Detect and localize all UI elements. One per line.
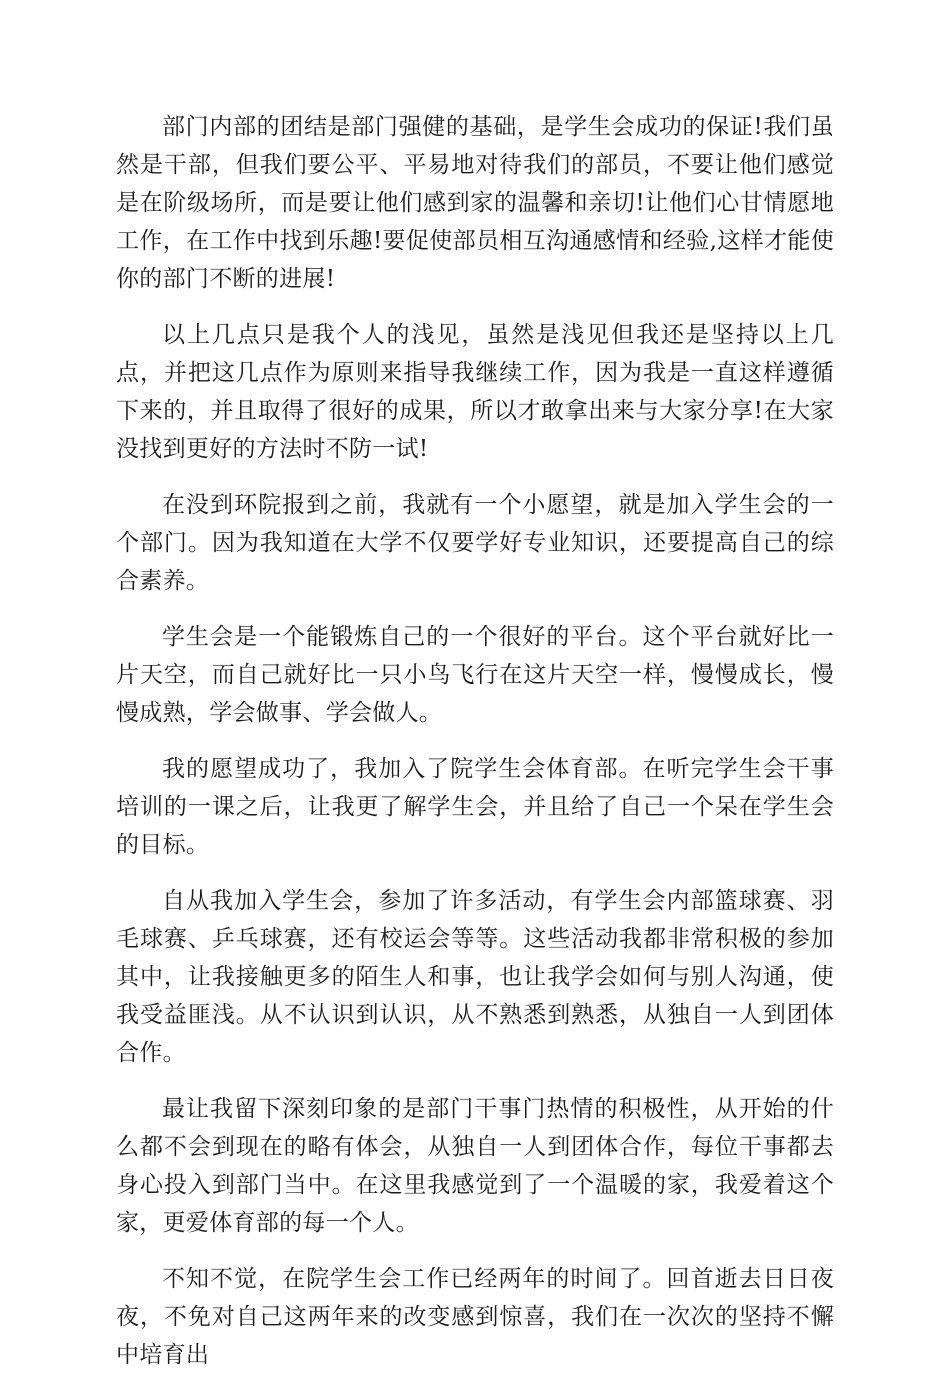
paragraph-team-unity: 部门内部的团结是部门强健的基础，是学生会成功的保证!我们虽然是干部，但我们要公平、平易地对待我们的部员，不要让他们感觉是在阶级场所，而是要让他们感到家的温馨和亲切!让他们心甘情愿地工作，在工作中找到乐趣!要促使部员相互沟通感情和经验,这样才能使你的部门不断的进展! [116,114,834,292]
paragraph-small-wish: 在没到环院报到之前，我就有一个小愿望，就是加入学生会的一个部门。因为我知道在大学不仅要学好专业知识，还要提高自己的综合素养。 [116,492,834,594]
paragraph-joined-sports-dept: 我的愿望成功了，我加入了院学生会体育部。在听完学生会干事培训的一课之后，让我更了解学生会，并且给了自己一个呆在学生会的目标。 [116,756,834,858]
paragraph-platform: 学生会是一个能锻炼自己的一个很好的平台。这个平台就好比一片天空，而自己就好比一只小鸟飞行在这片天空一样，慢慢成长，慢慢成熟，学会做事、学会做人。 [116,624,834,726]
paragraph-activities: 自从我加入学生会，参加了许多活动，有学生会内部篮球赛、羽毛球赛、乒乓球赛，还有校运会等等。这些活动我都非常积极的参加其中，让我接触更多的陌生人和事，也让我学会如何与别人沟通，使我受益匪浅。从不认识到认识，从不熟悉到熟悉，从独自一人到团体合作。 [116,888,834,1066]
paragraph-personal-views: 以上几点只是我个人的浅见，虽然是浅见但我还是坚持以上几点，并把这几点作为原则来指导我继续工作，因为我是一直这样遵循下来的，并且取得了很好的成果，所以才敢拿出来与大家分享!在大家没找到更好的方法时不防一试! [116,322,834,462]
paragraph-deep-impression: 最让我留下深刻印象的是部门干事门热情的积极性，从开始的什么都不会到现在的略有体会，从独自一人到团体合作，每位干事都去身心投入到部门当中。在这里我感觉到了一个温暖的家，我爱着这个家，更爱体育部的每一个人。 [116,1096,834,1236]
paragraph-two-years: 不知不觉，在院学生会工作已经两年的时间了。回首逝去日日夜夜，不免对自己这两年来的改变感到惊喜，我们在一次次的坚持不懈中培育出 [116,1266,834,1368]
document-body [116,108,834,1392]
